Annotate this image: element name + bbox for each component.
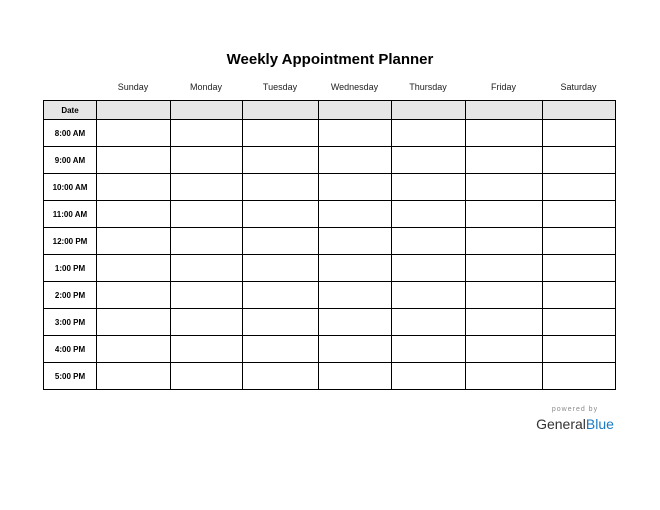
appointment-cell-wednesday[interactable] xyxy=(319,147,392,174)
appointment-cell-monday[interactable] xyxy=(171,174,243,201)
appointment-cell-friday[interactable] xyxy=(466,174,543,201)
appointment-cell-sunday[interactable] xyxy=(97,255,171,282)
time-label: 1:00 PM xyxy=(44,255,97,282)
date-cell-tuesday[interactable] xyxy=(243,101,319,120)
appointment-cell-sunday[interactable] xyxy=(97,282,171,309)
appointment-cell-friday[interactable] xyxy=(466,363,543,390)
time-slot-row xyxy=(44,282,616,309)
date-cell-sunday[interactable] xyxy=(97,101,171,120)
brand-logo xyxy=(525,405,625,433)
appointment-cell-sunday[interactable] xyxy=(97,336,171,363)
appointment-cell-wednesday[interactable] xyxy=(319,309,392,336)
appointment-cell-saturday[interactable] xyxy=(543,120,616,147)
appointment-cell-monday[interactable] xyxy=(171,147,243,174)
appointment-cell-sunday[interactable] xyxy=(97,201,171,228)
time-label: 5:00 PM xyxy=(44,363,97,390)
appointment-cell-wednesday[interactable] xyxy=(319,363,392,390)
day-header-monday: Monday xyxy=(189,82,223,92)
appointment-cell-saturday[interactable] xyxy=(543,201,616,228)
day-header-tuesday: Tuesday xyxy=(262,82,298,92)
appointment-cell-tuesday[interactable] xyxy=(243,255,319,282)
time-label: 8:00 AM xyxy=(44,120,97,147)
day-header-row xyxy=(96,80,615,94)
appointment-cell-wednesday[interactable] xyxy=(319,282,392,309)
time-slot-row xyxy=(44,228,616,255)
time-slot-row xyxy=(44,255,616,282)
date-cell-friday[interactable] xyxy=(466,101,543,120)
time-slot-row xyxy=(44,174,616,201)
appointment-cell-monday[interactable] xyxy=(171,201,243,228)
planner-grid-body xyxy=(44,101,616,390)
powered-by-text: powered by xyxy=(551,406,599,413)
appointment-cell-friday[interactable] xyxy=(466,282,543,309)
appointment-cell-thursday[interactable] xyxy=(392,228,466,255)
day-header-wednesday: Wednesday xyxy=(330,82,379,92)
appointment-cell-tuesday[interactable] xyxy=(243,363,319,390)
brand-name-blue: Blue xyxy=(585,416,614,432)
date-cell-thursday[interactable] xyxy=(392,101,466,120)
appointment-cell-wednesday[interactable] xyxy=(319,255,392,282)
time-slot-row xyxy=(44,147,616,174)
appointment-cell-tuesday[interactable] xyxy=(243,147,319,174)
time-label: 2:00 PM xyxy=(44,282,97,309)
date-row xyxy=(44,101,616,120)
time-label: 9:00 AM xyxy=(44,147,97,174)
time-label: 3:00 PM xyxy=(44,309,97,336)
appointment-cell-sunday[interactable] xyxy=(97,309,171,336)
appointment-cell-friday[interactable] xyxy=(466,255,543,282)
time-slot-row xyxy=(44,120,616,147)
appointment-cell-saturday[interactable] xyxy=(543,255,616,282)
appointment-cell-saturday[interactable] xyxy=(543,363,616,390)
appointment-cell-thursday[interactable] xyxy=(392,309,466,336)
time-slot-row xyxy=(44,363,616,390)
appointment-cell-friday[interactable] xyxy=(466,336,543,363)
appointment-cell-friday[interactable] xyxy=(466,309,543,336)
appointment-cell-tuesday[interactable] xyxy=(243,201,319,228)
appointment-cell-monday[interactable] xyxy=(171,228,243,255)
appointment-cell-thursday[interactable] xyxy=(392,147,466,174)
day-header-thursday: Thursday xyxy=(409,82,447,92)
appointment-cell-saturday[interactable] xyxy=(543,174,616,201)
time-label: 12:00 PM xyxy=(44,228,97,255)
appointment-cell-friday[interactable] xyxy=(466,228,543,255)
date-cell-monday[interactable] xyxy=(171,101,243,120)
appointment-cell-friday[interactable] xyxy=(466,147,543,174)
brand-name xyxy=(525,415,625,433)
appointment-cell-sunday[interactable] xyxy=(97,363,171,390)
appointment-cell-wednesday[interactable] xyxy=(319,120,392,147)
appointment-cell-sunday[interactable] xyxy=(97,120,171,147)
appointment-cell-saturday[interactable] xyxy=(543,282,616,309)
appointment-cell-thursday[interactable] xyxy=(392,174,466,201)
appointment-cell-sunday[interactable] xyxy=(97,174,171,201)
appointment-cell-wednesday[interactable] xyxy=(319,174,392,201)
appointment-cell-tuesday[interactable] xyxy=(243,174,319,201)
appointment-cell-saturday[interactable] xyxy=(543,228,616,255)
appointment-cell-sunday[interactable] xyxy=(97,147,171,174)
appointment-cell-sunday[interactable] xyxy=(97,228,171,255)
day-header-saturday: Saturday xyxy=(560,82,597,92)
appointment-cell-wednesday[interactable] xyxy=(319,228,392,255)
appointment-cell-friday[interactable] xyxy=(466,201,543,228)
time-slot-row xyxy=(44,336,616,363)
appointment-cell-thursday[interactable] xyxy=(392,282,466,309)
appointment-cell-saturday[interactable] xyxy=(543,147,616,174)
appointment-cell-wednesday[interactable] xyxy=(319,201,392,228)
appointment-cell-monday[interactable] xyxy=(171,255,243,282)
appointment-cell-thursday[interactable] xyxy=(392,363,466,390)
date-cell-wednesday[interactable] xyxy=(319,101,392,120)
appointment-cell-saturday[interactable] xyxy=(543,309,616,336)
appointment-cell-tuesday[interactable] xyxy=(243,336,319,363)
appointment-cell-tuesday[interactable] xyxy=(243,282,319,309)
appointment-cell-wednesday[interactable] xyxy=(319,336,392,363)
appointment-cell-monday[interactable] xyxy=(171,363,243,390)
day-header-friday: Friday xyxy=(490,82,516,92)
appointment-cell-monday[interactable] xyxy=(171,336,243,363)
appointment-cell-thursday[interactable] xyxy=(392,336,466,363)
planner-grid xyxy=(43,100,616,390)
appointment-cell-tuesday[interactable] xyxy=(243,309,319,336)
appointment-cell-thursday[interactable] xyxy=(392,255,466,282)
time-slot-row xyxy=(44,309,616,336)
appointment-cell-tuesday[interactable] xyxy=(243,120,319,147)
time-label: 4:00 PM xyxy=(44,336,97,363)
appointment-cell-thursday[interactable] xyxy=(392,201,466,228)
page-title: Weekly Appointment Planner xyxy=(226,51,434,68)
date-label: Date xyxy=(44,101,97,120)
time-label: 11:00 AM xyxy=(44,201,97,228)
appointment-cell-friday[interactable] xyxy=(466,120,543,147)
time-label: 10:00 AM xyxy=(44,174,97,201)
appointment-cell-saturday[interactable] xyxy=(543,336,616,363)
appointment-cell-tuesday[interactable] xyxy=(243,228,319,255)
appointment-cell-monday[interactable] xyxy=(171,309,243,336)
appointment-cell-monday[interactable] xyxy=(171,120,243,147)
day-header-sunday: Sunday xyxy=(117,82,149,92)
date-cell-saturday[interactable] xyxy=(543,101,616,120)
appointment-cell-thursday[interactable] xyxy=(392,120,466,147)
time-slot-row xyxy=(44,201,616,228)
appointment-cell-monday[interactable] xyxy=(171,282,243,309)
brand-name-general: General xyxy=(536,416,586,432)
